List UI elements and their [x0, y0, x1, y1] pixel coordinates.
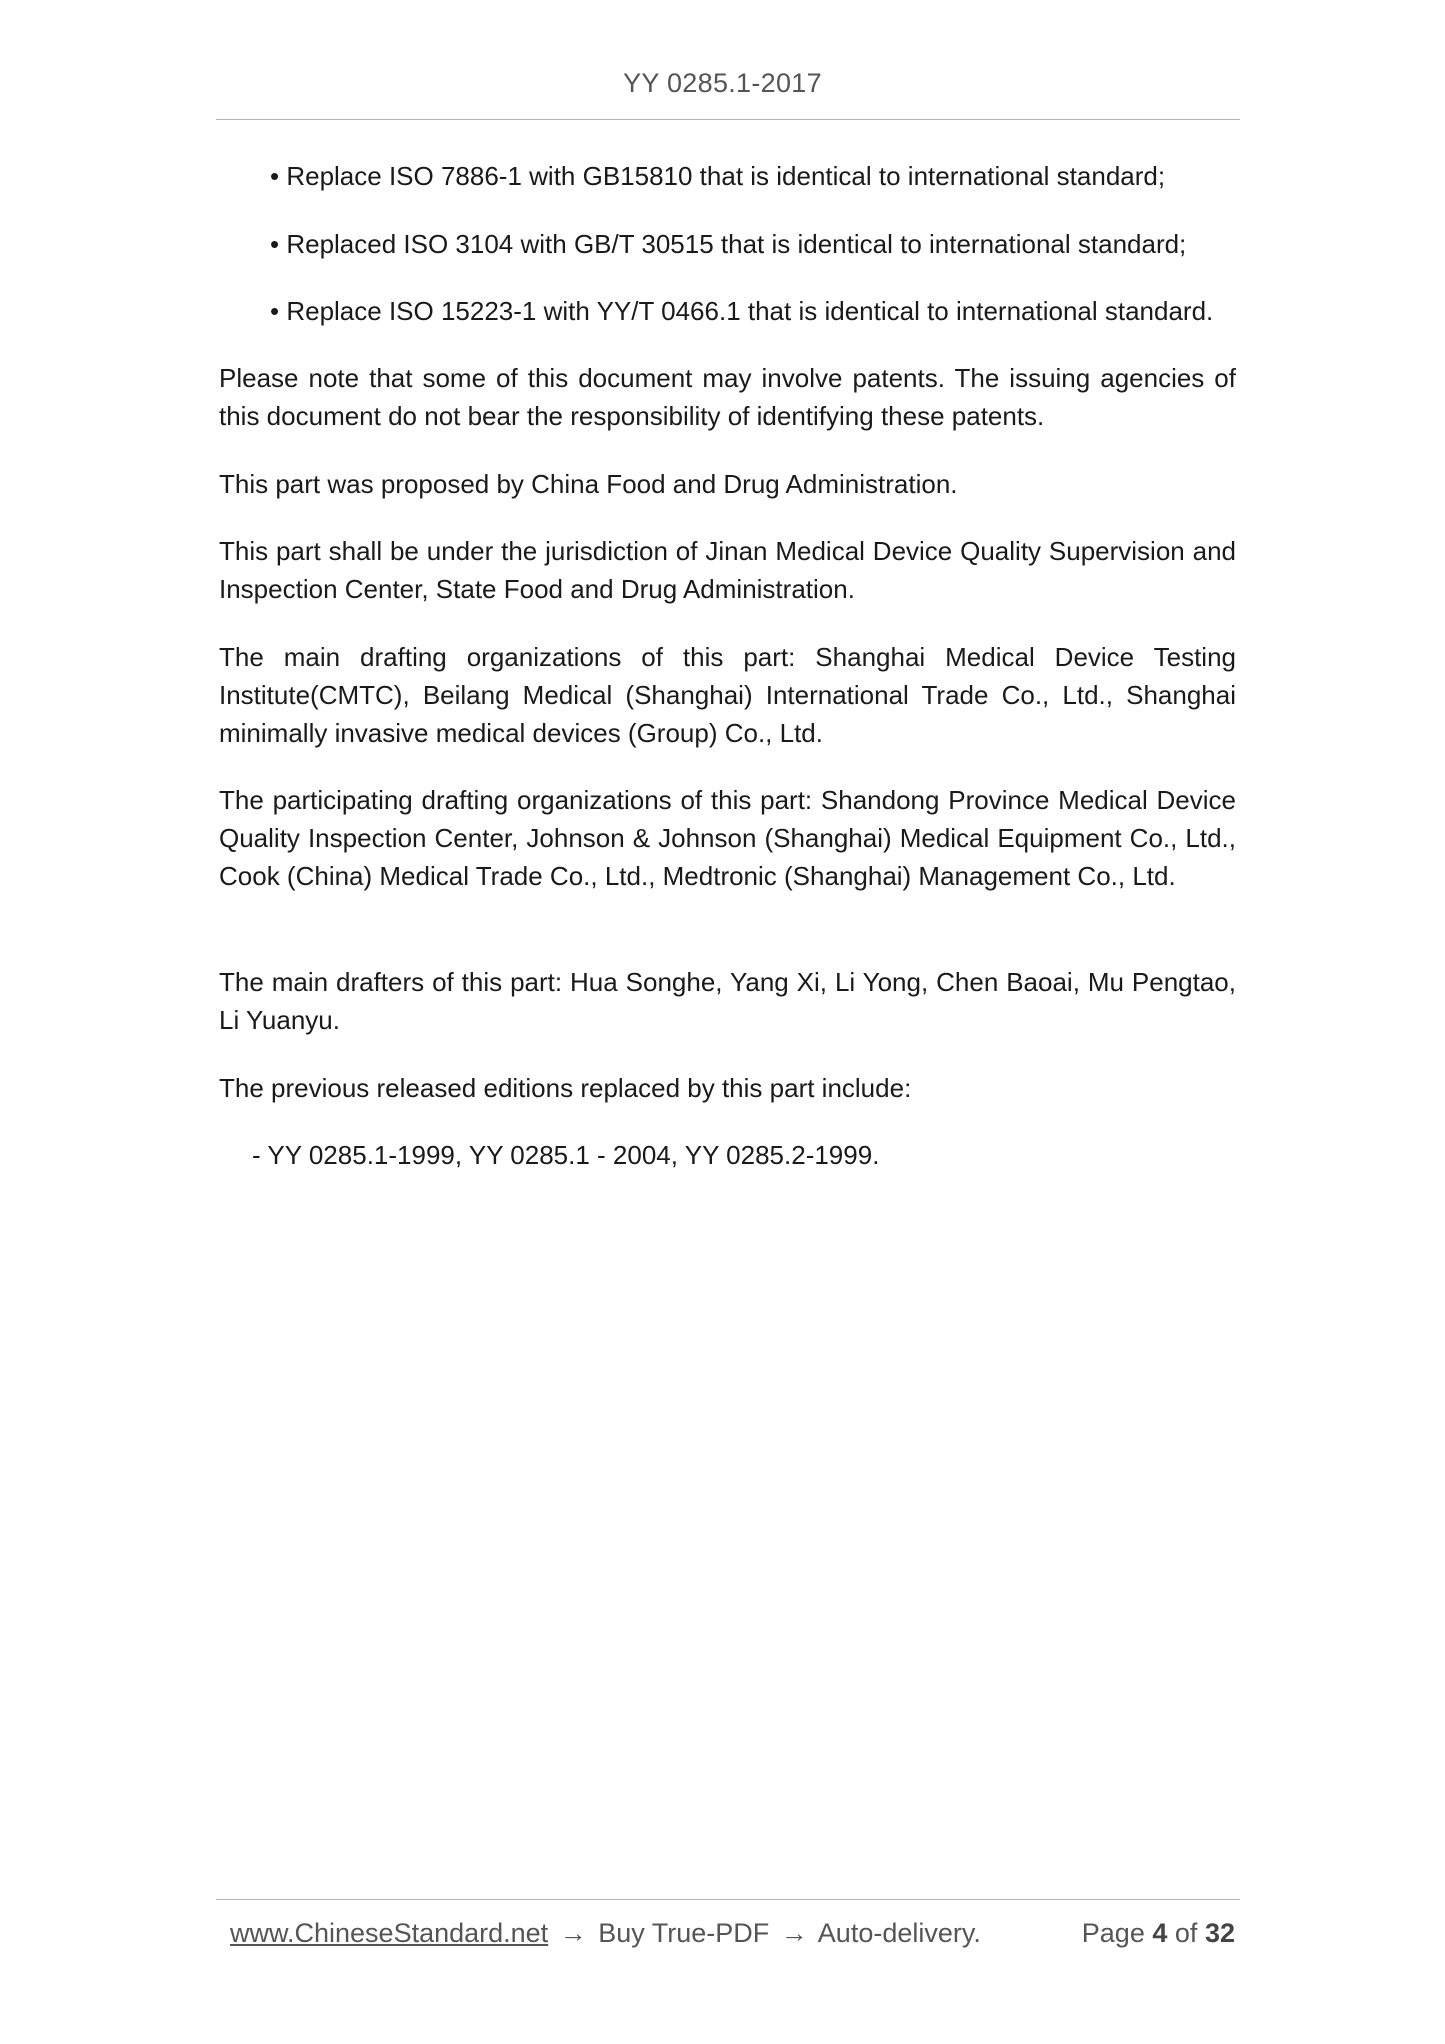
jurisdiction-paragraph: This part shall be under the jurisdiction of Jinan Medical Device Quality Supervision and Inspection Center, State Food and Drug Administration.: [219, 536, 1236, 604]
footer-divider: [216, 1899, 1240, 1900]
page-indicator: [1082, 1918, 1235, 1949]
arrow-right-icon: →: [559, 1918, 587, 1948]
previous-editions-list-item: - YY 0285.1-1999, YY 0285.1 - 2004, YY 0285.2-1999.: [252, 1140, 880, 1170]
drafters-paragraph: The main drafters of this part: Hua Songhe, Yang Xi, Li Yong, Chen Baoai, Mu Pengtao, Li Yuanyu.: [219, 967, 1236, 1035]
auto-delivery-text: Auto-delivery.: [817, 1918, 981, 1948]
of-label: of: [1174, 1918, 1198, 1948]
participating-organizations-paragraph: The participating drafting organizations of this part: Shandong Province Medical Device Quality Inspection Center, Johnson & Johnson (Shanghai) Medical Equipment Co., Ltd., Cook (China) Medical Trade Co., Ltd., Medtronic (Shanghai) Management Co., Ltd.: [219, 785, 1236, 891]
buy-true-pdf-text: Buy True-PDF: [598, 1918, 770, 1948]
bullet-item-iso-3104: • Replaced ISO 3104 with GB/T 30515 that is identical to international standard;: [270, 229, 1187, 259]
header-divider: [216, 119, 1240, 120]
footer-promo: [230, 1918, 981, 1949]
arrow-right-icon: →: [780, 1918, 808, 1948]
site-link[interactable]: www.ChineseStandard.net: [230, 1918, 549, 1948]
proposed-paragraph: This part was proposed by China Food and Drug Administration.: [219, 469, 958, 499]
document-code-title: YY 0285.1-2017: [623, 68, 822, 98]
previous-editions-paragraph: The previous released editions replaced by this part include:: [219, 1073, 912, 1103]
bullet-item-iso-7886: • Replace ISO 7886-1 with GB15810 that is identical to international standard;: [270, 161, 1166, 191]
patents-paragraph: Please note that some of this document may involve patents. The issuing agencies of this document do not bear the responsibility of identifying these patents.: [219, 363, 1236, 431]
bullet-item-iso-15223: • Replace ISO 15223-1 with YY/T 0466.1 that is identical to international standard.: [270, 296, 1214, 326]
main-organizations-paragraph: The main drafting organizations of this part: Shanghai Medical Device Testing Institute(CMTC), Beilang Medical (Shanghai) International Trade Co., Ltd., Shanghai minimally invasive medical devices (Group) Co., Ltd.: [219, 642, 1236, 748]
total-pages-number: 32: [1204, 1918, 1235, 1948]
current-page-number: 4: [1152, 1918, 1168, 1948]
page-label: Page: [1081, 1918, 1145, 1948]
